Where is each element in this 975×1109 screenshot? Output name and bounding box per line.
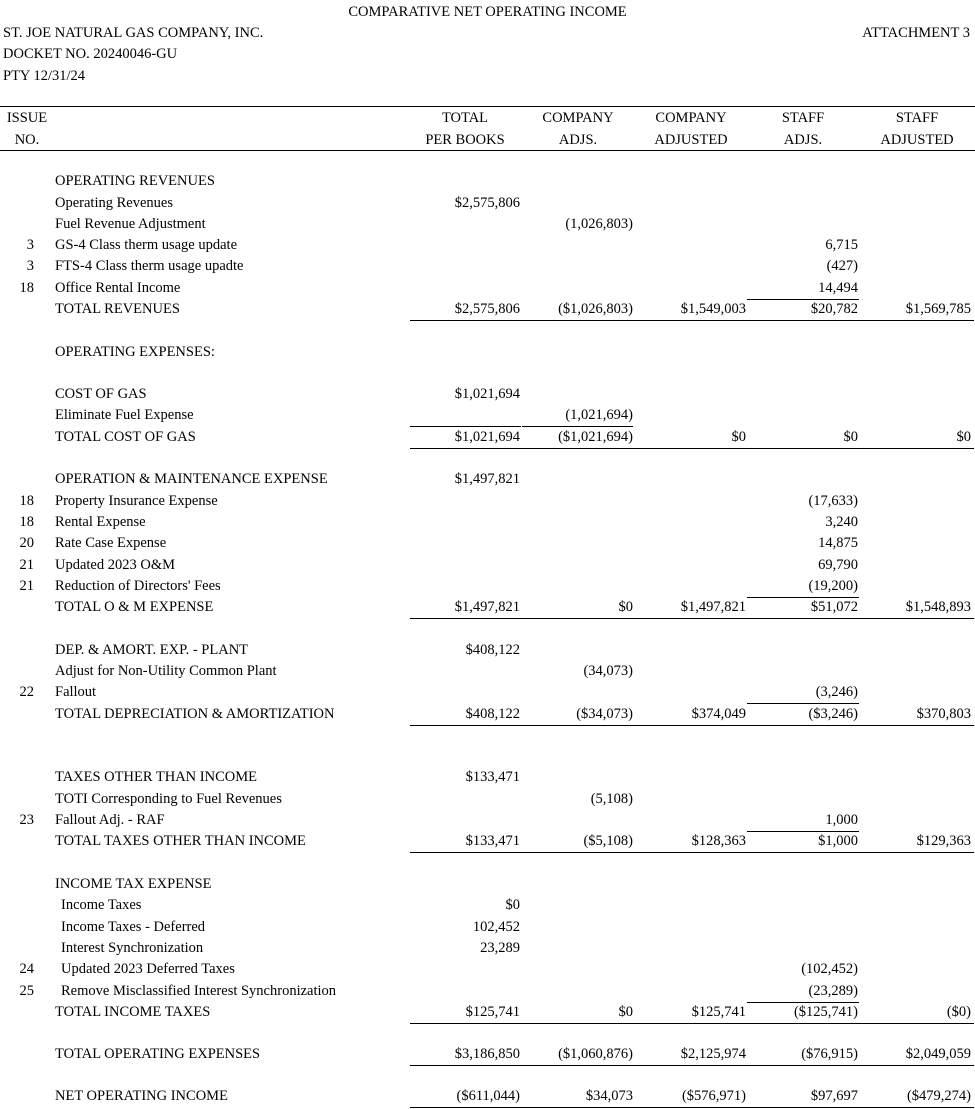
- row-label: Income Taxes: [61, 897, 142, 913]
- cell-c3: $2,125,974: [680, 1046, 746, 1062]
- cell-c5: ($479,274): [906, 1088, 971, 1104]
- cell-c4: ($3,246): [808, 706, 858, 722]
- total-underline: [410, 618, 974, 619]
- column-header-rule: [0, 150, 975, 151]
- issue-number: 23: [19, 812, 34, 828]
- cell-c2: (34,073): [583, 663, 633, 679]
- table-row: [0, 280, 975, 301]
- table-row: [0, 769, 975, 790]
- row-label: TOTAL INCOME TAXES: [55, 1004, 211, 1020]
- cell-c2: $0: [618, 599, 633, 615]
- row-label: Fallout Adj. - RAF: [55, 812, 165, 828]
- report-title: COMPARATIVE NET OPERATING INCOME: [348, 4, 627, 20]
- row-label: TOTAL DEPRECIATION & AMORTIZATION: [55, 706, 335, 722]
- table-row: [0, 514, 975, 535]
- table-row: [0, 833, 975, 854]
- table-row: [0, 407, 975, 428]
- cell-c3: $0: [731, 429, 746, 445]
- table-row: [0, 557, 975, 578]
- cell-c5: $370,803: [916, 706, 971, 722]
- company-name: ST. JOE NATURAL GAS COMPANY, INC.: [3, 25, 264, 41]
- row-label: OPERATING REVENUES: [55, 173, 215, 189]
- issue-number: 18: [19, 514, 34, 530]
- total-underline: [410, 725, 974, 726]
- row-label: NET OPERATING INCOME: [55, 1088, 228, 1104]
- total-underline: [410, 1107, 974, 1108]
- cell-c4: $97,697: [810, 1088, 858, 1104]
- cell-c4: (17,633): [808, 493, 858, 509]
- issue-number: 3: [26, 258, 34, 274]
- row-label: Rental Expense: [55, 514, 146, 530]
- cell-c1: $1,497,821: [454, 471, 520, 487]
- total-underline: [410, 320, 974, 321]
- cell-c2: (1,021,694): [565, 407, 633, 423]
- table-row: [0, 1046, 975, 1067]
- cell-c2: $34,073: [585, 1088, 633, 1104]
- docket-number: DOCKET NO. 20240046-GU: [3, 46, 178, 62]
- subtotal-underline: [747, 703, 859, 704]
- col-total-per-books-header: TOTAL PER BOOKS: [425, 110, 505, 148]
- row-label: TOTAL OPERATING EXPENSES: [55, 1046, 261, 1062]
- cell-c5: $2,049,059: [905, 1046, 971, 1062]
- table-row: [0, 706, 975, 727]
- cell-c2: (1,026,803): [565, 216, 633, 232]
- cell-c4: (102,452): [801, 961, 858, 977]
- row-label: DEP. & AMORT. EXP. - PLANT: [55, 642, 249, 658]
- row-label: TAXES OTHER THAN INCOME: [55, 769, 257, 785]
- row-label: TOTAL O & M EXPENSE: [55, 599, 214, 615]
- subtotal-underline: [410, 426, 521, 427]
- row-label: Fallout: [55, 684, 97, 700]
- cell-c4: $20,782: [810, 301, 858, 317]
- row-label: OPERATING EXPENSES:: [55, 344, 215, 360]
- row-label: Income Taxes - Deferred: [61, 919, 206, 935]
- cell-c4: ($76,915): [801, 1046, 858, 1062]
- table-row: [0, 642, 975, 663]
- row-label: Rate Case Expense: [55, 535, 167, 551]
- cell-c1: ($611,044): [456, 1088, 520, 1104]
- table-row: [0, 237, 975, 258]
- subtotal-underline: [747, 1002, 859, 1003]
- row-label: FTS-4 Class therm usage upadte: [55, 258, 244, 274]
- table-row: [0, 876, 975, 897]
- table-row: [0, 301, 975, 322]
- subtotal-underline: [747, 299, 859, 300]
- cell-c2: ($1,060,876): [558, 1046, 633, 1062]
- col-company-adjusted-header: COMPANY ADJUSTED: [654, 110, 728, 148]
- subtotal-underline: [522, 426, 633, 427]
- cell-c2: ($1,026,803): [558, 301, 633, 317]
- cell-c5: $1,548,893: [905, 599, 971, 615]
- row-label: Adjust for Non-Utility Common Plant: [55, 663, 277, 679]
- issue-number: 18: [19, 493, 34, 509]
- cell-c3: ($576,971): [681, 1088, 746, 1104]
- row-label: Remove Misclassified Interest Synchronization: [61, 983, 337, 999]
- cell-c5: $1,569,785: [905, 301, 971, 317]
- cell-c4: (3,246): [815, 684, 858, 700]
- cell-c4: ($125,741): [793, 1004, 858, 1020]
- table-row: [0, 684, 975, 705]
- row-label: TOTI Corresponding to Fuel Revenues: [55, 791, 282, 807]
- row-label: TOTAL REVENUES: [55, 301, 180, 317]
- cell-c4: (23,289): [808, 983, 858, 999]
- table-row: [0, 940, 975, 961]
- cell-c4: 14,494: [818, 280, 858, 296]
- cell-c3: $374,049: [691, 706, 746, 722]
- table-row: [0, 216, 975, 237]
- issue-number: 20: [19, 535, 34, 551]
- cell-c4: $51,072: [810, 599, 858, 615]
- cell-c1: $125,741: [465, 1004, 520, 1020]
- col-company-adjs-header: COMPANY ADJS.: [542, 110, 614, 148]
- row-label: Interest Synchronization: [61, 940, 204, 956]
- cell-c4: 3,240: [825, 514, 858, 530]
- total-underline: [410, 852, 974, 853]
- cell-c3: $128,363: [691, 833, 746, 849]
- cell-c1: $1,497,821: [454, 599, 520, 615]
- cell-c5: ($0): [946, 1004, 971, 1020]
- cell-c1: 102,452: [472, 919, 520, 935]
- cell-c2: ($5,108): [583, 833, 633, 849]
- cell-c1: $408,122: [465, 642, 520, 658]
- cell-c4: 1,000: [825, 812, 858, 828]
- col-staff-adjs-header: STAFF ADJS.: [781, 110, 825, 148]
- table-row: [0, 258, 975, 279]
- issue-number: 21: [19, 578, 34, 594]
- table-row: [0, 961, 975, 982]
- table-row: [0, 493, 975, 514]
- cell-c1: $408,122: [465, 706, 520, 722]
- cell-c1: $2,575,806: [454, 301, 520, 317]
- issue-number: 25: [19, 983, 34, 999]
- table-row: [0, 919, 975, 940]
- table-row: [0, 663, 975, 684]
- table-row: [0, 429, 975, 450]
- cell-c4: $0: [843, 429, 858, 445]
- issue-number: 3: [26, 237, 34, 253]
- row-label: TOTAL COST OF GAS: [55, 429, 196, 445]
- cell-c4: (19,200): [808, 578, 858, 594]
- row-label: Property Insurance Expense: [55, 493, 218, 509]
- row-label: Fuel Revenue Adjustment: [55, 216, 206, 232]
- issue-number: 18: [19, 280, 34, 296]
- cell-c4: 69,790: [818, 557, 858, 573]
- table-row: [0, 812, 975, 833]
- table-row: [0, 578, 975, 599]
- table-row: [0, 173, 975, 194]
- issue-number: 21: [19, 557, 34, 573]
- cell-c1: $1,021,694: [454, 429, 520, 445]
- table-row: [0, 897, 975, 918]
- row-label: Updated 2023 O&M: [55, 557, 176, 573]
- subtotal-underline: [747, 597, 859, 598]
- total-underline: [410, 1023, 974, 1024]
- subtotal-underline: [747, 831, 859, 832]
- row-label: COST OF GAS: [55, 386, 147, 402]
- table-row: [0, 1004, 975, 1025]
- row-label: Operating Revenues: [55, 195, 173, 211]
- cell-c3: $1,549,003: [680, 301, 746, 317]
- cell-c1: $1,021,694: [454, 386, 520, 402]
- cell-c3: $1,497,821: [680, 599, 746, 615]
- row-label: OPERATION & MAINTENANCE EXPENSE: [55, 471, 328, 487]
- cell-c1: $0: [505, 897, 520, 913]
- col-issue-header: ISSUE NO.: [6, 110, 48, 148]
- cell-c4: (427): [826, 258, 858, 274]
- table-row: [0, 471, 975, 492]
- row-label: TOTAL TAXES OTHER THAN INCOME: [55, 833, 306, 849]
- total-underline: [410, 1065, 974, 1066]
- table-row: [0, 599, 975, 620]
- cell-c1: $2,575,806: [454, 195, 520, 211]
- cell-c5: $129,363: [916, 833, 971, 849]
- row-label: Eliminate Fuel Expense: [55, 407, 194, 423]
- table-row: [0, 344, 975, 365]
- cell-c2: (5,108): [590, 791, 633, 807]
- cell-c4: $1,000: [818, 833, 858, 849]
- row-label: GS-4 Class therm usage update: [55, 237, 238, 253]
- cell-c5: $0: [956, 429, 971, 445]
- cell-c1: $133,471: [465, 769, 520, 785]
- cell-c1: 23,289: [480, 940, 520, 956]
- issue-number: 22: [19, 684, 34, 700]
- row-label: Updated 2023 Deferred Taxes: [61, 961, 235, 977]
- table-row: [0, 386, 975, 407]
- cell-c2: $0: [618, 1004, 633, 1020]
- cell-c4: 6,715: [825, 237, 858, 253]
- cell-c1: $3,186,850: [454, 1046, 520, 1062]
- cell-c1: $133,471: [465, 833, 520, 849]
- issue-number: 24: [19, 961, 34, 977]
- total-underline: [410, 448, 974, 449]
- row-label: Office Rental Income: [55, 280, 181, 296]
- col-staff-adjusted-header: STAFF ADJUSTED: [880, 110, 954, 148]
- cell-c3: $125,741: [691, 1004, 746, 1020]
- table-row: [0, 195, 975, 216]
- table-row: [0, 983, 975, 1004]
- test-period: PTY 12/31/24: [3, 68, 86, 84]
- row-label: INCOME TAX EXPENSE: [55, 876, 212, 892]
- attachment-label: ATTACHMENT 3: [862, 25, 970, 41]
- row-label: Reduction of Directors' Fees: [55, 578, 221, 594]
- cell-c2: ($34,073): [576, 706, 633, 722]
- cell-c4: 14,875: [818, 535, 858, 551]
- table-row: [0, 535, 975, 556]
- table-row: [0, 791, 975, 812]
- table-row: [0, 1088, 975, 1109]
- cell-c2: ($1,021,694): [558, 429, 633, 445]
